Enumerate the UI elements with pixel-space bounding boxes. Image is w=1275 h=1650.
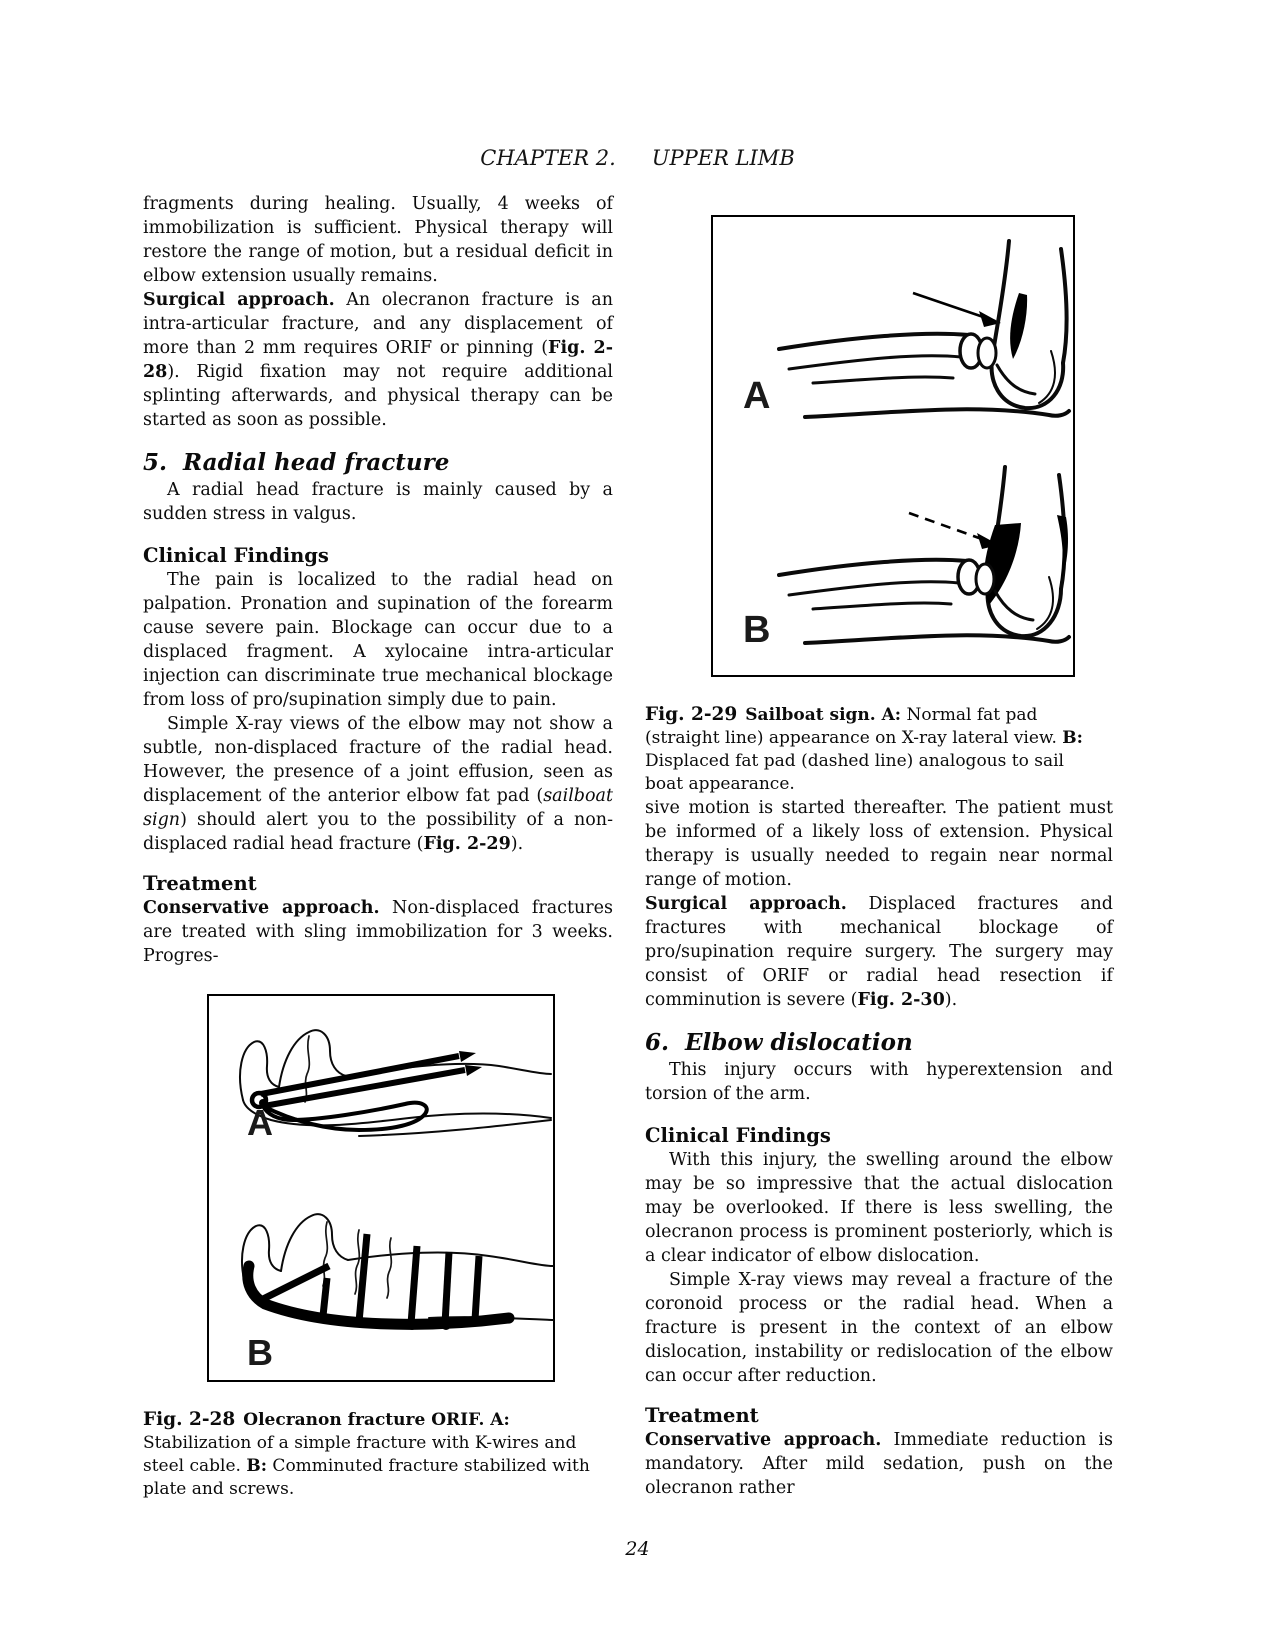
fracture-line [387,1238,391,1298]
forearm-outline [779,334,969,349]
screw-head [407,1320,417,1330]
caption-figure-number: Fig. 2-28 [143,1409,236,1430]
paragraph-continuation: fragments during healing. Usually, 4 weeks of immobilization is sufficient. Physical therapy will restore the range of motion, but a residual deficit in elbow extension usually remains. [143,194,613,286]
subheading-clinical-findings: Clinical Findings [645,1124,831,1147]
tension-band-cable [263,1103,427,1130]
page-number: 24 [625,1538,650,1560]
running-head [0,146,1275,170]
paragraph-surgical-approach: Surgical approach. An olecranon fracture is an intra-articular fracture, and any displacement of more than 2 mm requires ORIF or pinning (Fig. 2-28). Rigid fixation may not require additional splinting afterwards, and physical therapy can be started as soon as possible. [143,290,613,430]
figure-2-29 [711,215,1075,677]
paragraph-continuation: sive motion is started thereafter. The patient must be informed of a likely loss of extension. Physical therapy is usually needed to regain near normal range of motion. [645,798,1113,890]
screw [475,1256,479,1320]
screw [445,1252,449,1324]
running-head-chapter: CHAPTER 2. [480,146,616,170]
paragraph-clinical-2: Simple X-ray views of the elbow may not show a subtle, non-displaced fracture of the radial head. However, the presence of a joint effusion, seen as displacement of the anterior elbow fat pad (sailboat sign) should alert you to the possibility of a non-displaced radial head fracture (Fig. 2-29). [143,714,613,854]
left-column [143,192,613,1501]
section-heading-elbow-dislocation: 6. Elbow dislocation [645,1029,913,1056]
k-wire-tip [465,1065,482,1076]
fixation-plate [248,1266,509,1324]
figure-2-28-caption: Fig. 2-28 Olecranon fracture ORIF. A: Stabilization of a simple fracture with K-wires and steel cable. B: Comminuted fracture stabilized with plate and screws. [143,1409,590,1499]
screw [323,1278,327,1316]
fracture-line [323,1222,327,1286]
subheading-clinical-findings: Clinical Findings [143,544,329,567]
paragraph-intro: This injury occurs with hyperextension and torsion of the arm. [645,1060,1113,1104]
figure-panel-label-b: B [743,609,771,651]
paragraph-conservative-approach: Conservative approach. Immediate reduction is mandatory. After mild sedation, push on the olecranon rather [645,1430,1113,1498]
figure-panel-label-a: A [743,375,771,417]
paragraph-clinical-2: Simple X-ray views may reveal a fracture of the coronoid process or the radial head. When a fracture is present in the context of an elbow dislocation, instability or redislocation of the elbow can occur after reduction. [645,1270,1113,1386]
figure-reference: Fig. 2-29 [423,834,511,854]
figure-2-29-caption: Fig. 2-29 Sailboat sign. A: Normal fat pad (straight line) appearance on X-ray lateral view. B: Displaced fat pad (dashed line) analogous to sail boat appearance. [645,704,1083,794]
fracture-line [305,1036,309,1102]
humerus-outline [993,241,1009,353]
olecranon-plate-drawing [209,1196,555,1346]
run-in-heading: Conservative approach. [645,1430,882,1450]
figure-panel-label-b: B [247,1332,273,1373]
run-in-heading: Surgical approach. [143,290,335,310]
italic-term: sailboat sign [143,786,613,830]
paragraph-surgical-approach: Surgical approach. Displaced fractures and fractures with mechanical blockage of pro/supination require surgery. The surgery may consist of ORIF or radial head resection if comminution is severe (Fig. 2-30). [645,894,1113,1010]
screw-head [471,1316,481,1326]
fracture-line [355,1230,359,1294]
figure-panel-label-a: A [247,1102,273,1143]
right-column [645,192,1113,1500]
figure-2-28 [207,994,555,1382]
paragraph-clinical-1: With this injury, the swelling around the elbow may be so impressive that the actual dislocation may be overlooked. If there is less swelling, the olecranon process is prominent posteriorly, which is a clear indicator of elbow dislocation. [645,1150,1113,1266]
forearm-outline [779,560,967,575]
subheading-treatment: Treatment [645,1404,759,1427]
run-in-heading: Surgical approach. [645,894,847,914]
paragraph-intro: A radial head fracture is mainly caused by a sudden stress in valgus. [143,480,613,524]
subheading-treatment: Treatment [143,872,257,895]
caption-figure-number: Fig. 2-29 [645,704,738,725]
run-in-heading: Conservative approach. [143,898,380,918]
screw [359,1234,367,1322]
normal-fat-pad-shape [1010,293,1027,359]
screw-head [441,1320,451,1330]
running-head-title: UPPER LIMB [651,146,795,170]
posterior-fat-pad-shape [1057,515,1068,583]
k-wire-tip [459,1051,476,1062]
screw [411,1246,417,1324]
figure-reference: Fig. 2-30 [857,990,945,1010]
paragraph-conservative-approach: Conservative approach. Non-displaced fractures are treated with sling immobilization for 3 weeks. Progres- [143,898,613,966]
figure-reference: Fig. 2-28 [143,338,613,382]
section-heading-radial-head-fracture: 5. Radial head fracture [143,449,450,476]
screw [261,1266,329,1300]
screw-head [356,1318,366,1328]
paragraph-clinical-1: The pain is localized to the radial head on palpation. Pronation and supination of the forearm cause severe pain. Blockage can occur due to a displaced fragment. A xylocaine intra-articular injection can discriminate true mechanical blockage from loss of pro/supination simply due to pain. [143,570,613,710]
